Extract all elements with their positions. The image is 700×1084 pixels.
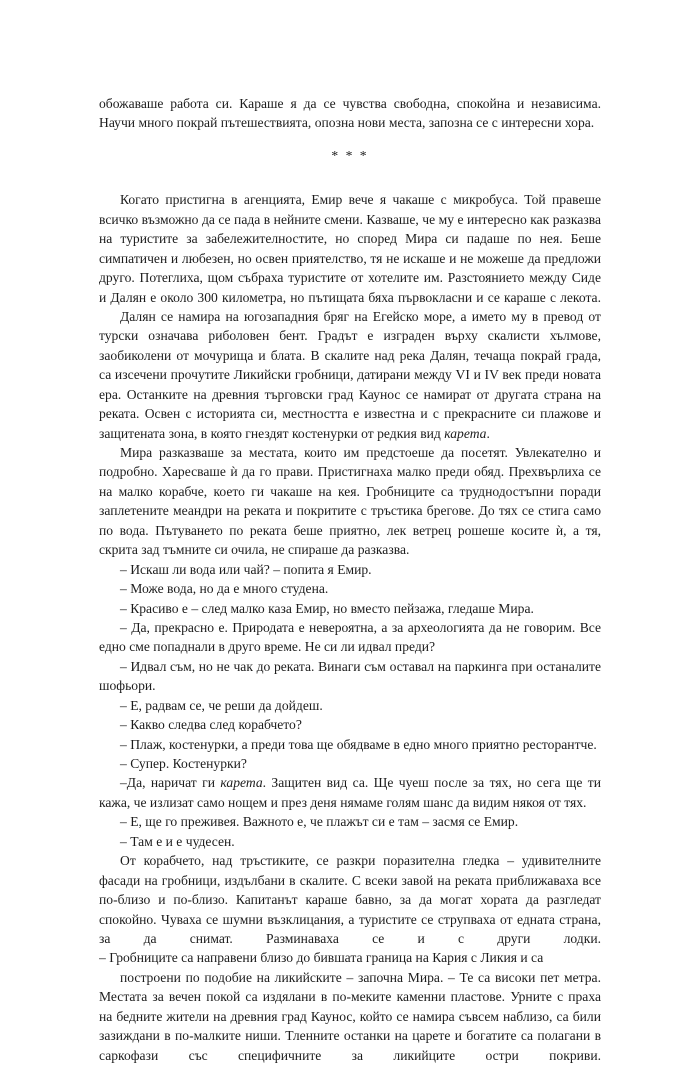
text-line: спокойно. Чуваха се шумни възклицания, а туристите се струпваха от едната страна, [99, 911, 601, 927]
text-line: за да снимат. Разминаваха се и с други лодки. [99, 930, 601, 946]
text-fragment: –Да, наричат ги [120, 775, 221, 791]
paragraph-line: От корабчето, над тръстиките, се разкри поразителна гледка – удивителните [120, 853, 601, 869]
text-line: ера. Останките на древния търговски град Каунос се намират от другата страна на [99, 386, 601, 402]
text-line: зазиждани в по-малките ниши. Тленните останки на царете и богатите са полагани в [99, 1028, 601, 1044]
text-line: симпатичен и любезен, но освен приятелство, тя не искаше и не можеше да предложи [99, 250, 601, 266]
dialogue-line: – Искаш ли вода или чай? – попита я Емир. [120, 561, 372, 577]
dialogue-line: – Може вода, но да е много студена. [120, 581, 329, 597]
text-line: турски означава риболовен бент. Градът е изграден върху скалисти хълмове, [99, 328, 601, 344]
dialogue-line: – Е, ще го преживея. Важното е, че плажът си е там – засмя се Емир. [120, 814, 519, 830]
dialogue-line: – Да, прекрасно е. Природата е невероятна, а за археологията да не говорим. Все [120, 619, 601, 635]
text-line: Научи много покрай пътешествията, опозна нови места, запозна се с интересни хора. [99, 115, 595, 131]
text-line: заобиколени от мочурища и блата. В скалите над река Далян, течаща покрай града, [99, 347, 601, 363]
text-line: по вода. Пътуването по реката беше приятно, лек ветрец рошеше косите ѝ, а тя, [99, 522, 601, 538]
text-line: фасади на гробници, издълбани в скалите. С всеки завой на реката приближаваха все [99, 872, 601, 888]
text-line: шофьори. [99, 678, 156, 694]
dialogue-line: – Какво следва след корабчето? [120, 717, 302, 733]
text-line: скрита зад тъмните си очила, не спираше да разказва. [99, 542, 410, 558]
text-line: подробно. Харесваше ѝ да го прави. Пристигнаха малко преди обяд. Прехвърлиха се [99, 464, 601, 480]
text-line: – Гробниците са направени близо до бившата граница на Кария с Ликия и са [99, 950, 544, 966]
dialogue-line: – Плаж, костенурки, а преди това ще обядваме в едно много приятно ресторантче. [120, 736, 597, 752]
text-line: на малко корабче, което ги чакаше на кея. Гробниците са труднодостъпни поради [99, 483, 601, 499]
dialogue-line: – Супер. Костенурки? [120, 756, 247, 771]
dialogue-line: – Идвал съм, но не чак до реката. Винаги съм оставал на паркинга при останалите [120, 658, 601, 674]
text-line: и Далян е около 300 километра, но пътищата бяха първокласни и се караше с лекота. [99, 289, 601, 305]
book-page [99, 94, 601, 1084]
text-line: друго. Потеглиха, щом събраха туристите от хотелите им. Разстоянието между Сиде [99, 270, 601, 286]
text-line: обожаваше работа си. Караше я да се чувства свободна, спокойна и независима. [99, 96, 601, 111]
text-line: на туристите за забележителностите, но според Мира си падаше по нея. Беше [99, 231, 601, 247]
text-line: саркофази със специфичните за ликийците остри покриви. [99, 1047, 601, 1063]
dialogue-line [99, 773, 601, 792]
text-line: реката. Освен с историята си, местността е известна и с прекрасните си плажове и [99, 406, 601, 422]
dialogue-line: – Красиво е – след малко каза Емир, но вместо пейзажа, гледаше Мира. [120, 600, 534, 616]
text-line: заплетените меандри на реката и покритите с тръстика брегове. До тях се стига само [99, 503, 601, 519]
text-line: кажа, че излизат само нощем и през деня нямаме голям шанс да видим някоя от тях. [99, 794, 587, 810]
paragraph-line: Мира разказваше за местата, които им предстоеше да посетят. Увлекателно и [120, 445, 601, 460]
text-line: Местата за вечен покой са издялани в по-меките каменни пластове. Урните с праха [99, 989, 601, 1005]
text-fragment: . Защитен вид са. Ще чуеш после за тях, но сега ще ти [262, 775, 601, 791]
text-line: са изсечени прочутите Ликийски гробници, датирани между VI и IV век преди новата [99, 367, 601, 383]
text-fragment: . [486, 425, 490, 441]
italic-term: карета [444, 425, 487, 441]
dialogue-line: – Е, радвам се, че реши да дойдеш. [120, 697, 323, 713]
section-separator: * * * [331, 147, 369, 163]
dialogue-line: построени по подобие на ликийските – започна Мира. – Те са високи пет метра. [120, 969, 601, 985]
text-line: по-близо и по-близо. Капитанът караше бавно, за да могат хората да разгледат [99, 892, 601, 908]
paragraph-line: Далян се намира на югозападния бряг на Егейско море, а името му в превод от [120, 308, 601, 324]
italic-term: карета [220, 775, 263, 791]
dialogue-line: – Там е и е чудесен. [120, 833, 235, 849]
text-fragment: защитената зона, в която гнездят костенурки от редкия вид [99, 425, 445, 441]
text-line: всичко възможно да се пада в нейните смени. Казваше, че му е интересно как разказва [99, 211, 601, 227]
paragraph-line: Когато пристигна в агенцията, Емир вече я чакаше с микробуса. Той правеше [120, 192, 601, 208]
text-line [99, 424, 601, 443]
text-line [99, 1065, 601, 1084]
text-line: на бедните жители на древния град Каунос, който се намира съвсем наблизо, са били [99, 1008, 601, 1024]
text-line: едно сме попаднали в друго време. Не си ли идвал преди? [99, 639, 436, 655]
